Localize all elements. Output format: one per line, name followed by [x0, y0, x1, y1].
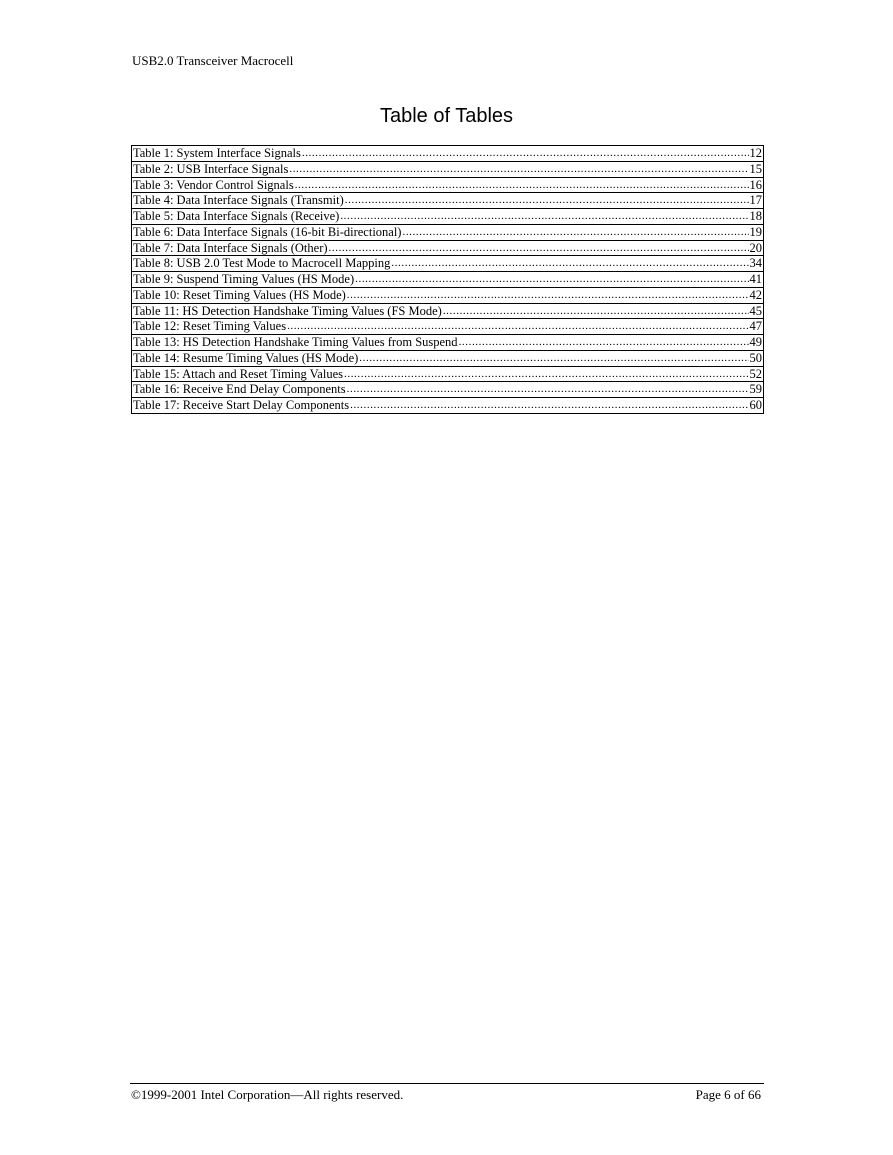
- toc-entry[interactable]: [131, 271, 764, 288]
- toc-dot-leader: [289, 161, 748, 174]
- toc-entry-label: Table 11: HS Detection Handshake Timing Values (FS Mode): [133, 303, 442, 318]
- toc-dot-leader: [350, 397, 748, 410]
- toc-dot-leader: [359, 350, 748, 363]
- toc-dot-leader: [344, 366, 749, 379]
- toc-entry[interactable]: [131, 397, 764, 414]
- toc-entry-label: Table 7: Data Interface Signals (Other): [133, 240, 328, 255]
- toc-dot-leader: [443, 303, 749, 316]
- toc-entry[interactable]: [131, 255, 764, 272]
- toc-entry-page: 45: [749, 303, 762, 318]
- toc-entry-label: Table 8: USB 2.0 Test Mode to Macrocell Mapping: [133, 256, 391, 271]
- toc-dot-leader: [347, 287, 749, 300]
- toc-entry-label: Table 6: Data Interface Signals (16-bit Bi-directional): [133, 224, 402, 239]
- toc-entry[interactable]: [131, 334, 764, 351]
- toc-dot-leader: [340, 208, 748, 221]
- toc-entry-page: 47: [749, 319, 762, 334]
- toc-entry-page: 52: [749, 366, 762, 381]
- toc-entry[interactable]: [131, 224, 764, 241]
- toc-dot-leader: [302, 145, 749, 158]
- toc-entry-page: 18: [749, 209, 762, 223]
- toc-entry-page: 34: [749, 256, 762, 271]
- toc-entry[interactable]: [131, 381, 764, 398]
- toc-dot-leader: [391, 255, 748, 268]
- toc-entry-label: Table 15: Attach and Reset Timing Values: [133, 366, 343, 381]
- footer-divider: [130, 1083, 764, 1084]
- toc-entry-page: 42: [749, 287, 762, 302]
- toc-entry[interactable]: [131, 177, 764, 194]
- toc-dot-leader: [347, 381, 749, 394]
- toc-dot-leader: [287, 318, 748, 331]
- page-title: Table of Tables: [379, 105, 514, 127]
- toc-entry[interactable]: [131, 240, 764, 257]
- toc-entry-page: 16: [749, 177, 762, 192]
- toc-dot-leader: [295, 177, 749, 190]
- toc-entry-page: 15: [749, 161, 762, 176]
- toc-entry-label: Table 14: Resume Timing Values (HS Mode): [133, 350, 359, 365]
- toc-entry-label: Table 1: System Interface Signals: [133, 146, 301, 160]
- toc-entry[interactable]: [131, 366, 764, 383]
- toc-dot-leader: [345, 192, 749, 205]
- toc-entry-page: 60: [749, 398, 762, 412]
- toc-entry-label: Table 3: Vendor Control Signals: [133, 177, 294, 192]
- toc-dot-leader: [329, 240, 749, 253]
- toc-entry[interactable]: [131, 208, 764, 225]
- toc-entry[interactable]: [131, 161, 764, 178]
- toc-entry-label: Table 13: HS Detection Handshake Timing Values from Suspend: [133, 335, 458, 349]
- toc-entry-label: Table 12: Reset Timing Values: [133, 319, 287, 334]
- toc-dot-leader: [355, 271, 748, 284]
- toc-entry-label: Table 5: Data Interface Signals (Receive): [133, 209, 340, 223]
- toc-entry-label: Table 9: Suspend Timing Values (HS Mode): [133, 272, 355, 286]
- toc-entry-page: 50: [749, 350, 762, 365]
- footer-page-indicator: Page 6 of 66: [695, 1087, 761, 1102]
- toc-entry-page: 19: [749, 224, 762, 239]
- toc-entry[interactable]: [131, 287, 764, 304]
- toc-entry-label: Table 4: Data Interface Signals (Transmit): [133, 193, 344, 208]
- toc-entry-label: Table 17: Receive Start Delay Components: [133, 398, 350, 412]
- toc-entry[interactable]: [131, 303, 764, 320]
- toc-entry-page: 59: [749, 382, 762, 397]
- toc-dot-leader: [459, 334, 749, 347]
- toc-entry[interactable]: [131, 145, 764, 162]
- running-header: USB2.0 Transceiver Macrocell: [132, 53, 294, 68]
- toc-entry[interactable]: [131, 350, 764, 367]
- toc-entry[interactable]: [131, 318, 764, 335]
- toc-entry-page: 41: [749, 272, 762, 286]
- footer-copyright: ©1999-2001 Intel Corporation—All rights reserved.: [131, 1087, 404, 1102]
- table-of-tables-list: [131, 145, 764, 414]
- toc-entry-page: 20: [749, 240, 762, 255]
- toc-dot-leader: [402, 224, 748, 237]
- toc-entry-page: 49: [749, 335, 762, 349]
- toc-entry-page: 17: [749, 193, 762, 208]
- toc-entry-label: Table 2: USB Interface Signals: [133, 161, 289, 176]
- toc-entry-label: Table 16: Receive End Delay Components: [133, 382, 346, 397]
- toc-entry[interactable]: [131, 192, 764, 209]
- toc-entry-page: 12: [749, 146, 762, 160]
- toc-entry-label: Table 10: Reset Timing Values (HS Mode): [133, 287, 346, 302]
